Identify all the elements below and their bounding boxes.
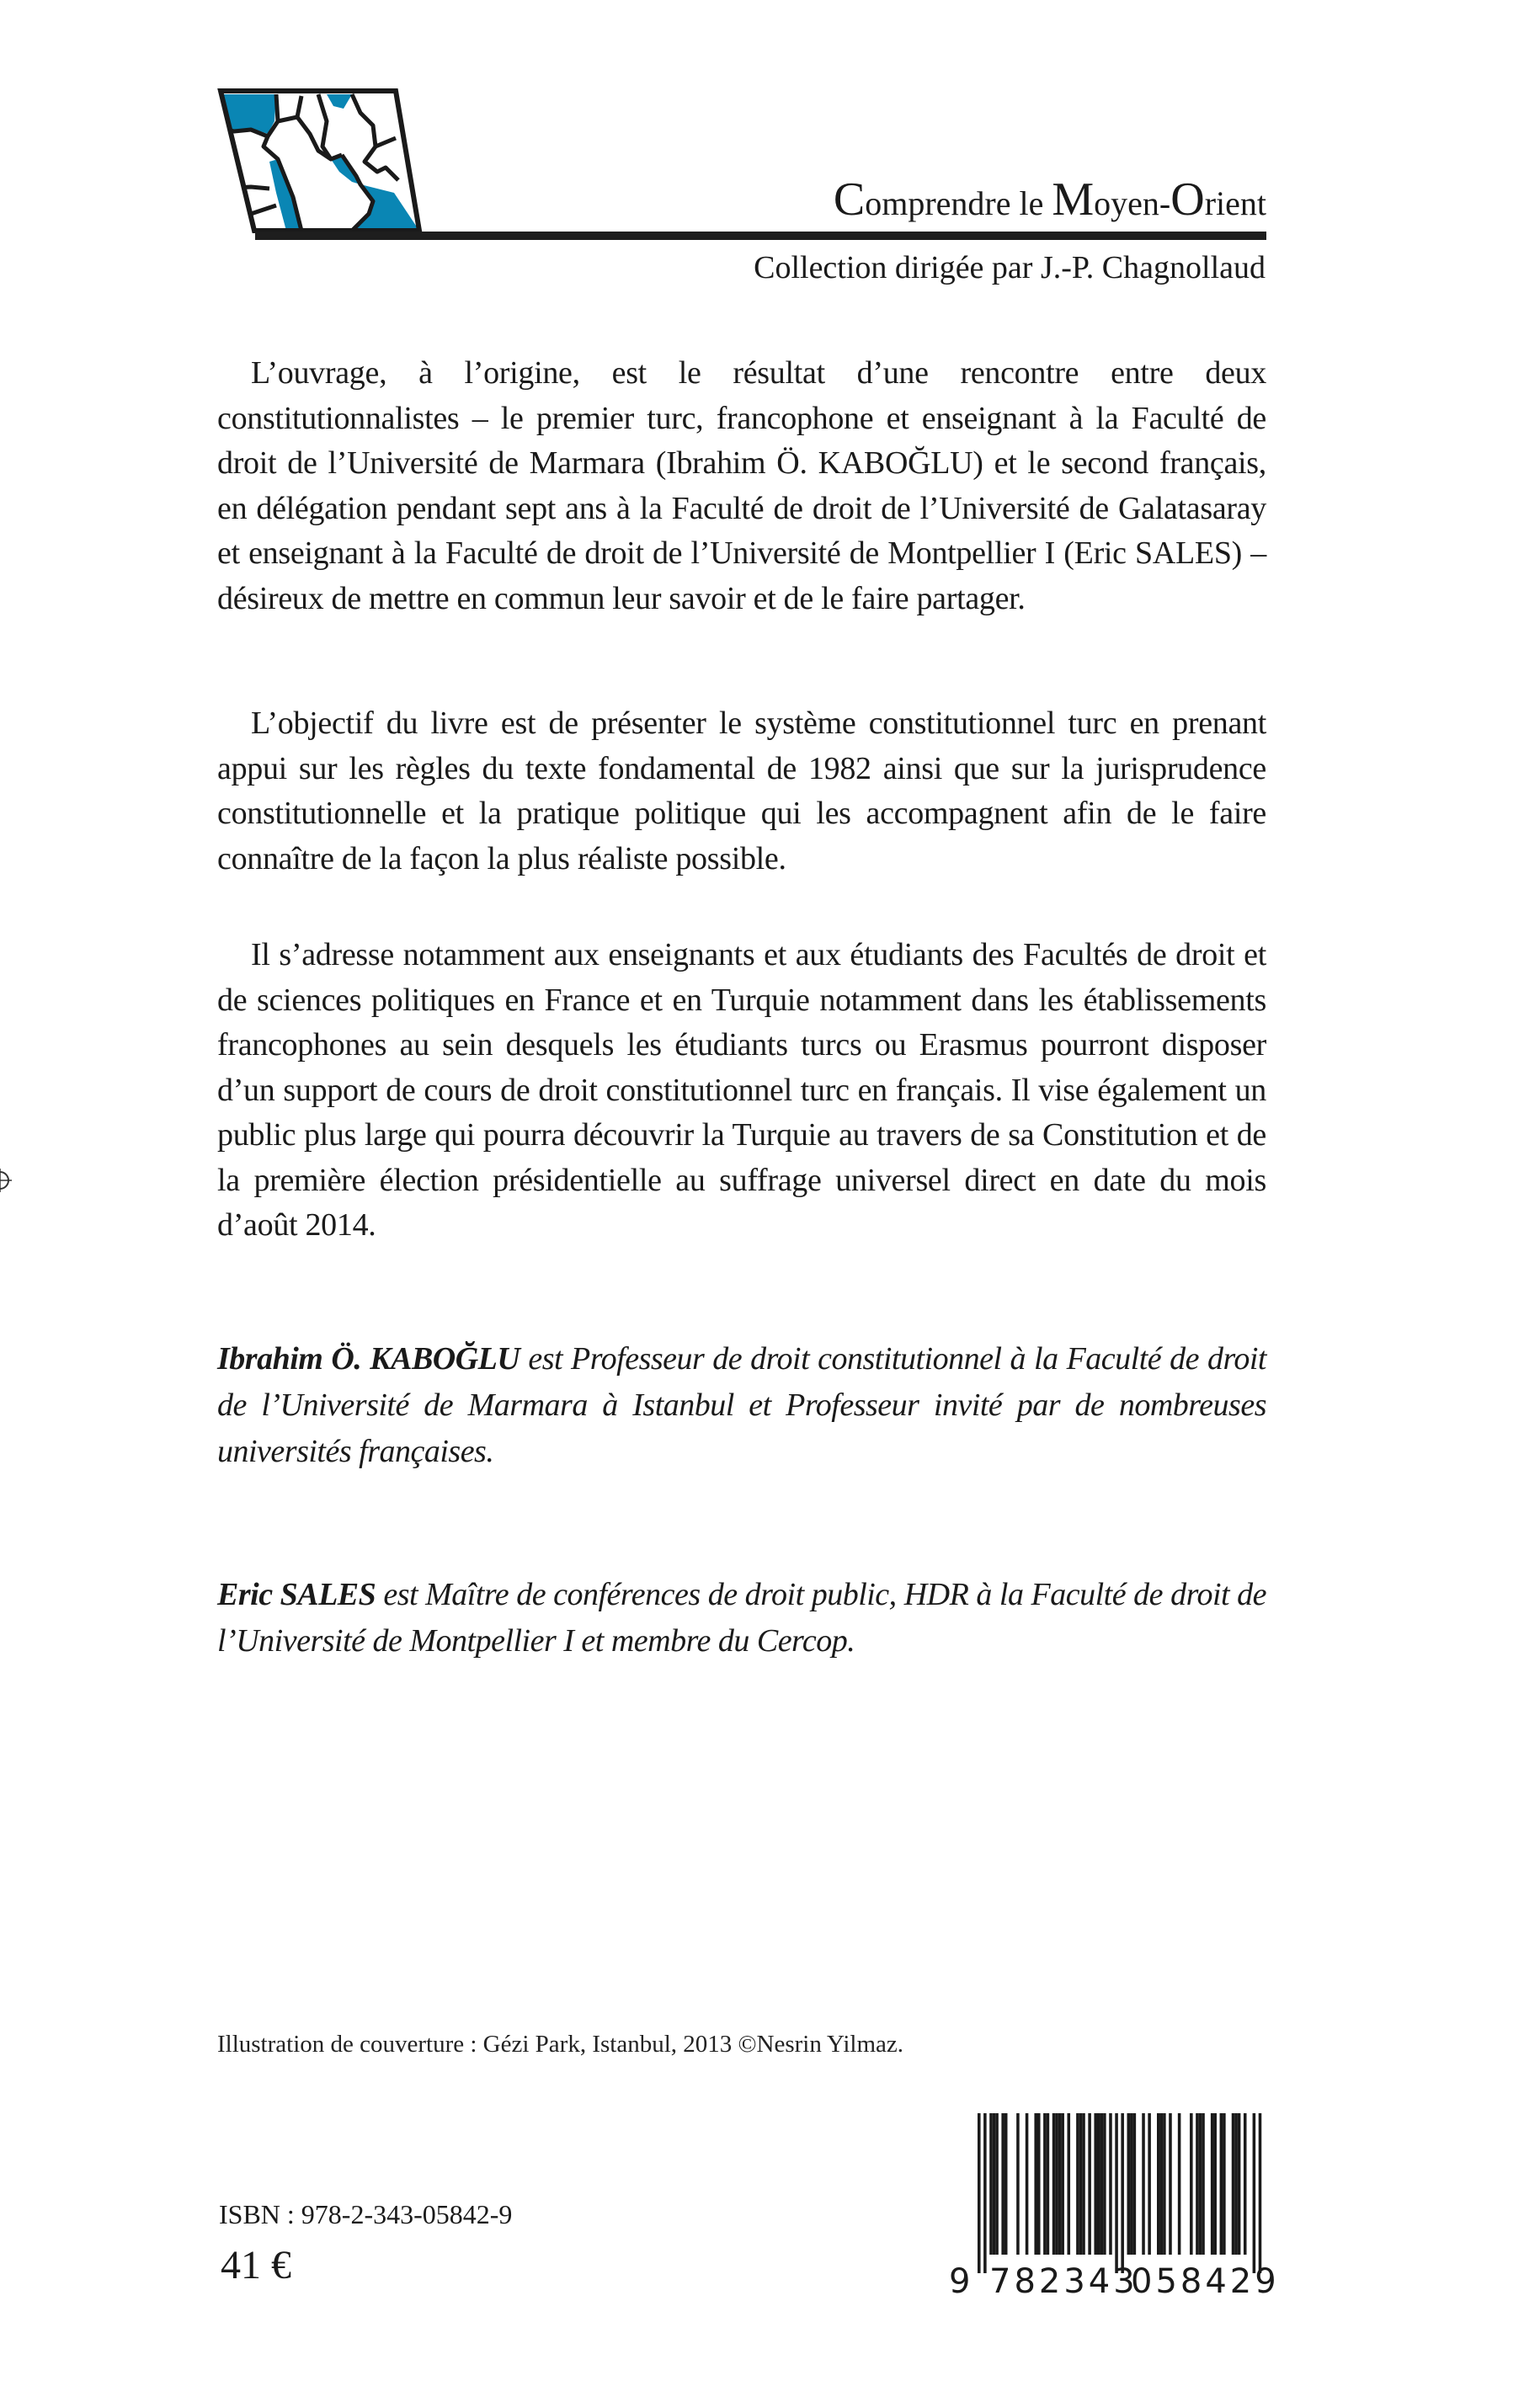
middle-east-map-icon — [217, 88, 495, 237]
summary-paragraph: Il s’adresse notamment aux enseignants et aux étudiants des Facultés de droit et de sciences politiques en France et en Turquie notamment dans les établissements francophones au sein desquels les étudiants turcs ou Erasmus pourront disposer d’un support de cours de droit constitutionnel turc en français. Il vise également un public plus large qui pourra découvrir la Turquie au travers de sa Constitution et de la première élection présidentielle au suffrage universel direct en date du mois d’août 2014. — [217, 937, 1266, 1243]
author-bio-text: est Maître de conférences de droit public, HDR à la Faculté de droit de l’Université de Montpellier I et membre du Cercop. — [217, 1577, 1266, 1659]
registration-mark-icon — [0, 1169, 12, 1192]
barcode-digits-right: 058429 — [1131, 2262, 1280, 2298]
barcode — [947, 2113, 1284, 2298]
author-name: Eric SALES — [217, 1577, 376, 1612]
cover-credit: Illustration de couverture : Gézi Park, Istanbul, 2013 ©Nesrin Yilmaz. — [217, 2031, 904, 2058]
isbn: ISBN : 978-2-343-05842-9 — [219, 2199, 513, 2229]
barcode-digit-first: 9 — [949, 2262, 971, 2298]
series-editor: Collection dirigée par J.-P. Chagnollaud — [754, 250, 1266, 285]
series-title-cap: O — [1170, 173, 1205, 226]
summary-paragraph: L’ouvrage, à l’origine, est le résultat d’une rencontre entre deux constitutionnalistes – le premier turc, francophone et enseignant à la Faculté de droit de l’Université de Marmara (Ibrahim Ö. KABOĞLU) et le second français, en délégation pendant sept ans à la Faculté de droit de l’Université de Galatasaray et enseignant à la Faculté de droit de l’Université de Montpellier I (Eric SALES) – désireux de mettre en commun leur savoir et de le faire partager. — [217, 355, 1266, 616]
series-title — [834, 173, 1266, 226]
barcode-digits-left: 782343 — [989, 2262, 1138, 2298]
series-rule — [255, 232, 1266, 240]
author-name: Ibrahim Ö. KABOĞLU — [217, 1341, 520, 1377]
summary-paragraph: L’objectif du livre est de présenter le système constitutionnel turc en prenant appui sur les règles du texte fondamental de 1982 ainsi que sur la jurisprudence constitutionnelle et la pratique politique qui les accompagnent afin de le faire connaître de la façon la plus réaliste possible. — [217, 706, 1266, 876]
series-title-cap: C — [833, 173, 866, 226]
series-title-text: oyen- — [1094, 184, 1171, 222]
author-bio — [217, 1572, 1266, 1664]
author-bio — [217, 1336, 1266, 1475]
series-title-text: omprendre le — [865, 184, 1052, 222]
price: 41 € — [221, 2243, 291, 2287]
series-title-text: rient — [1204, 184, 1266, 222]
series-title-cap: M — [1052, 173, 1095, 226]
author-bio-text: est Professeur de droit constitutionnel à la Faculté de droit de l’Université de Marmara à Istanbul et Professeur invité par de nombreuses universités françaises. — [217, 1341, 1266, 1469]
